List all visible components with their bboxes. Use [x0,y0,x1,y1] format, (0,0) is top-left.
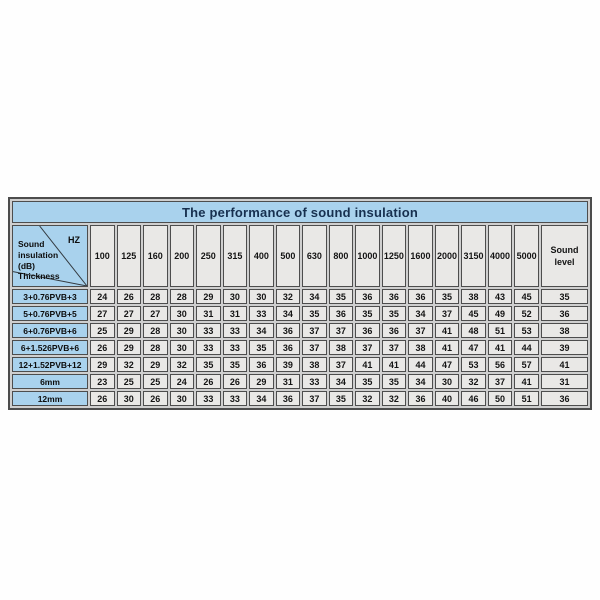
data-cell: 34 [408,306,433,321]
data-cell: 27 [90,306,115,321]
corner-hz-label: HZ [68,235,80,245]
data-cell: 35 [223,357,248,372]
freq-header-1600: 1600 [408,225,433,287]
data-cell: 40 [435,391,460,406]
data-cell: 47 [461,340,486,355]
data-cell: 41 [514,374,539,389]
data-cell: 38 [302,357,327,372]
data-cell: 29 [196,289,221,304]
data-cell: 37 [408,323,433,338]
data-cell: 37 [435,306,460,321]
data-cell: 30 [170,391,195,406]
data-cell: 28 [143,340,168,355]
freq-header-160: 160 [143,225,168,287]
data-cell: 30 [435,374,460,389]
data-cell: 44 [408,357,433,372]
data-cell: 25 [90,323,115,338]
sound-level-cell: 35 [541,289,588,304]
data-cell: 37 [382,340,407,355]
data-cell: 36 [382,289,407,304]
data-cell: 33 [249,306,274,321]
data-cell: 37 [355,340,380,355]
data-cell: 37 [488,374,513,389]
data-cell: 35 [249,340,274,355]
data-cell: 36 [355,323,380,338]
data-cell: 51 [488,323,513,338]
data-cell: 33 [223,391,248,406]
freq-header-100: 100 [90,225,115,287]
freq-header-315: 315 [223,225,248,287]
data-cell: 32 [117,357,142,372]
sound-level-cell: 31 [541,374,588,389]
table-row [12,323,588,338]
data-cell: 34 [276,306,301,321]
data-cell: 30 [117,391,142,406]
sound-level-cell: 41 [541,357,588,372]
data-cell: 35 [382,374,407,389]
data-cell: 53 [514,323,539,338]
data-cell: 41 [435,340,460,355]
table-row [12,340,588,355]
data-cell: 37 [302,323,327,338]
table-row [12,374,588,389]
data-cell: 37 [329,357,354,372]
data-cell: 53 [461,357,486,372]
corner-sound-insulation-label: Sound insulation (dB) [18,239,59,272]
data-cell: 33 [302,374,327,389]
data-cell: 41 [355,357,380,372]
data-cell: 35 [196,357,221,372]
data-cell: 34 [408,374,433,389]
data-cell: 32 [461,374,486,389]
data-cell: 32 [355,391,380,406]
data-cell: 46 [461,391,486,406]
data-cell: 49 [488,306,513,321]
header-row [12,225,588,287]
data-cell: 52 [514,306,539,321]
data-cell: 26 [90,340,115,355]
table-title: The performance of sound insulation [12,201,588,223]
data-cell: 36 [276,340,301,355]
sound-insulation-table [8,197,592,410]
data-cell: 23 [90,374,115,389]
data-cell: 38 [408,340,433,355]
data-cell: 32 [276,289,301,304]
data-cell: 37 [302,340,327,355]
table-row [12,357,588,372]
data-cell: 35 [329,289,354,304]
data-cell: 34 [329,374,354,389]
data-cell: 29 [117,323,142,338]
data-cell: 35 [302,306,327,321]
freq-header-630: 630 [302,225,327,287]
row-label: 3+0.76PVB+3 [12,289,88,304]
freq-header-2000: 2000 [435,225,460,287]
freq-header-3150: 3150 [461,225,486,287]
data-cell: 36 [276,391,301,406]
freq-header-125: 125 [117,225,142,287]
sound-level-cell: 36 [541,391,588,406]
row-label: 12mm [12,391,88,406]
data-cell: 36 [355,289,380,304]
data-cell: 26 [90,391,115,406]
data-cell: 38 [461,289,486,304]
data-cell: 30 [170,340,195,355]
data-cell: 30 [249,289,274,304]
data-cell: 29 [117,340,142,355]
freq-header-500: 500 [276,225,301,287]
freq-header-800: 800 [329,225,354,287]
data-cell: 26 [223,374,248,389]
data-cell: 47 [435,357,460,372]
sound-level-header: Sound level [541,225,588,287]
data-cell: 33 [196,391,221,406]
data-cell: 45 [514,289,539,304]
freq-header-200: 200 [170,225,195,287]
row-label: 6mm [12,374,88,389]
corner-thickness-label: Thickness [18,271,60,281]
data-cell: 56 [488,357,513,372]
sound-level-cell: 38 [541,323,588,338]
title-row [12,201,588,223]
data-cell: 30 [170,323,195,338]
data-cell: 29 [90,357,115,372]
data-cell: 57 [514,357,539,372]
data-cell: 35 [435,289,460,304]
data-cell: 26 [117,289,142,304]
data-cell: 33 [223,340,248,355]
data-cell: 33 [196,323,221,338]
data-cell: 30 [170,306,195,321]
row-label: 6+0.76PVB+6 [12,323,88,338]
data-cell: 45 [461,306,486,321]
data-cell: 35 [329,391,354,406]
freq-header-1000: 1000 [355,225,380,287]
data-cell: 51 [514,391,539,406]
table-row [12,306,588,321]
data-cell: 38 [329,340,354,355]
data-cell: 33 [223,323,248,338]
freq-header-4000: 4000 [488,225,513,287]
data-cell: 34 [249,391,274,406]
data-cell: 26 [143,391,168,406]
data-cell: 36 [249,357,274,372]
row-label: 6+1.526PVB+6 [12,340,88,355]
data-cell: 41 [435,323,460,338]
data-cell: 43 [488,289,513,304]
data-cell: 41 [488,340,513,355]
sound-level-cell: 39 [541,340,588,355]
data-cell: 41 [382,357,407,372]
row-label: 12+1.52PVB+12 [12,357,88,372]
data-cell: 50 [488,391,513,406]
data-cell: 30 [223,289,248,304]
freq-header-250: 250 [196,225,221,287]
data-cell: 34 [302,289,327,304]
data-cell: 35 [355,306,380,321]
data-cell: 35 [355,374,380,389]
data-cell: 27 [117,306,142,321]
data-cell: 25 [117,374,142,389]
data-cell: 24 [170,374,195,389]
data-cell: 37 [329,323,354,338]
data-cell: 25 [143,374,168,389]
data-cell: 36 [329,306,354,321]
freq-header-400: 400 [249,225,274,287]
data-cell: 44 [514,340,539,355]
data-cell: 29 [143,357,168,372]
data-cell: 28 [170,289,195,304]
data-cell: 37 [302,391,327,406]
data-cell: 36 [408,391,433,406]
data-cell: 35 [382,306,407,321]
data-cell: 28 [143,289,168,304]
corner-header-cell [12,225,88,287]
data-cell: 33 [196,340,221,355]
data-cell: 36 [408,289,433,304]
data-cell: 39 [276,357,301,372]
data-cell: 36 [276,323,301,338]
data-cell: 48 [461,323,486,338]
data-cell: 31 [223,306,248,321]
row-label: 5+0.76PVB+5 [12,306,88,321]
data-cell: 32 [382,391,407,406]
table-row [12,289,588,304]
data-cell: 34 [249,323,274,338]
data-cell: 29 [249,374,274,389]
table-row [12,391,588,406]
data-cell: 36 [382,323,407,338]
freq-header-5000: 5000 [514,225,539,287]
data-cell: 28 [143,323,168,338]
sound-level-cell: 36 [541,306,588,321]
data-cell: 24 [90,289,115,304]
data-cell: 27 [143,306,168,321]
freq-header-1250: 1250 [382,225,407,287]
data-cell: 31 [276,374,301,389]
data-cell: 31 [196,306,221,321]
data-cell: 26 [196,374,221,389]
data-cell: 32 [170,357,195,372]
